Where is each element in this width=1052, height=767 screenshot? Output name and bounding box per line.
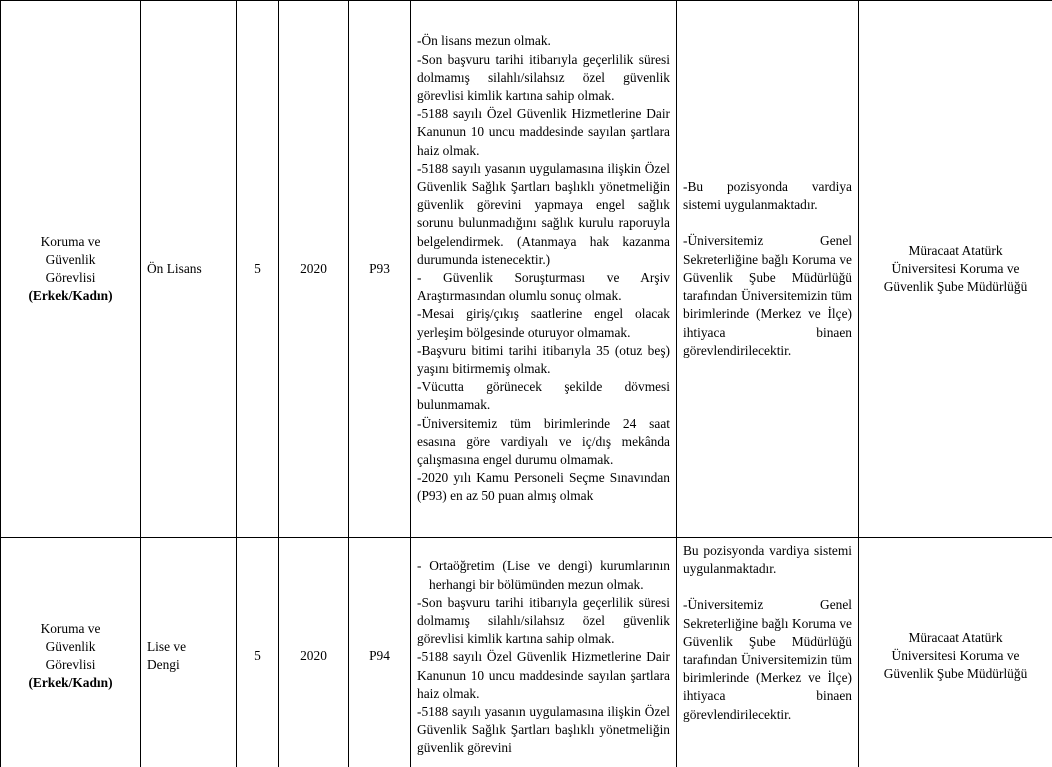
score-type-cell: P93 bbox=[349, 1, 411, 538]
requirements-cell bbox=[411, 1, 677, 538]
position-line: Görevlisi bbox=[45, 270, 96, 285]
notes-cell bbox=[677, 538, 859, 767]
requirement-item: -Son başvuru tarihi itibarıyla geçerlilik süresi dolmamış silahlı/silahsız özel güvenlik görevlisi kimlik kartına sahip olmak. bbox=[417, 594, 670, 647]
application-line: Üniversitesi Koruma ve bbox=[891, 260, 1020, 276]
gender-label: (Erkek/Kadın) bbox=[28, 675, 113, 691]
requirement-item: -Başvuru bitimi tarihi itibarıyla 35 (otuz beş) yaşını bitirmemiş olmak. bbox=[417, 342, 670, 377]
requirement-item: -Üniversitemiz tüm birimlerinde 24 saat esasına göre vardiyalı ve iç/dış mekânda çalışmasına engel durumu olmamak. bbox=[417, 415, 670, 468]
notes-cell bbox=[677, 1, 859, 538]
position-line: Koruma ve bbox=[40, 233, 101, 249]
table-row bbox=[1, 538, 1052, 767]
education-line: Dengi bbox=[147, 657, 180, 672]
requirement-item: -Ön lisans mezun olmak. bbox=[417, 33, 551, 49]
application-cell bbox=[859, 1, 1052, 538]
requirement-item: -5188 sayılı Özel Güvenlik Hizmetlerine Dair Kanunun 10 uncu maddesinde sayılan şartlara haiz olmak. bbox=[417, 649, 670, 701]
note-item: Bu pozisyonda vardiya sistemi uygulanmaktadır. bbox=[683, 543, 852, 577]
application-cell bbox=[859, 538, 1052, 767]
position-line: Koruma ve bbox=[40, 620, 101, 636]
requirement-item: -Mesai giriş/çıkış saatlerine engel olacak yerleşim bölgesinde oturuyor olmamak. bbox=[417, 306, 670, 340]
position-cell bbox=[1, 1, 141, 538]
requirement-item: -5188 sayılı yasanın uygulamasına ilişkin Özel Güvenlik Sağlık Şartları başlıklı yönetmeliğin güvenlik görevini yapmaya engel sağlık sorunu bulunmadığını sağlık kurulu raporuyla belgelendirmek. (Atanmaya hak kazanma durumunda istenecektir.) bbox=[417, 160, 670, 267]
year-cell: 2020 bbox=[279, 1, 349, 538]
application-line: Müracaat Atatürk bbox=[908, 629, 1003, 645]
requirement-item: -Vücutta görünecek şekilde dövmesi bulunmamak. bbox=[417, 379, 670, 413]
requirements-cell bbox=[411, 538, 677, 767]
note-item: -Üniversitemiz Genel Sekreterliğine bağlı Koruma ve Güvenlik Şube Müdürlüğü tarafından Üniversitemizin tüm birimlerinde (Merkez ve İlçe) ihtiyaca binaen görevlendirilecektir. bbox=[683, 597, 852, 722]
count-cell: 5 bbox=[237, 538, 279, 767]
note-item: -Bu pozisyonda vardiya sistemi uygulanmaktadır. bbox=[683, 179, 852, 213]
education-cell bbox=[141, 538, 237, 767]
requirement-item: -5188 sayılı yasanın uygulamasına ilişkin Özel Güvenlik Sağlık Şartları başlıklı yönetmeliğin güvenlik görevini bbox=[417, 704, 670, 756]
education-line: Lise ve bbox=[147, 638, 187, 654]
education-cell bbox=[141, 1, 237, 538]
position-line: Güvenlik bbox=[45, 251, 96, 267]
table-row bbox=[1, 1, 1052, 538]
position-cell bbox=[1, 538, 141, 767]
position-line: Güvenlik bbox=[45, 638, 96, 654]
application-line: Üniversitesi Koruma ve bbox=[891, 647, 1020, 663]
note-item: -Üniversitemiz Genel Sekreterliğine bağlı Koruma ve Güvenlik Şube Müdürlüğü tarafından Üniversitemizin tüm birimlerinde (Merkez ve İlçe) ihtiyaca binaen görevlendirilecektir. bbox=[683, 233, 852, 358]
position-line: Görevlisi bbox=[45, 657, 96, 672]
application-line: Güvenlik Şube Müdürlüğü bbox=[883, 279, 1028, 295]
count-cell: 5 bbox=[237, 1, 279, 538]
requirement-item: -2020 yılı Kamu Personeli Seçme Sınavından (P93) en az 50 puan almış olmak bbox=[417, 470, 670, 504]
requirement-item: -5188 sayılı Özel Güvenlik Hizmetlerine Dair Kanunun 10 uncu maddesinde sayılan şartlara haiz olmak. bbox=[417, 106, 670, 158]
year-cell: 2020 bbox=[279, 538, 349, 767]
requirement-item: - Ortaöğretim (Lise ve dengi) kurumlarının herhangi bir bölümünden mezun olmak. bbox=[417, 558, 670, 592]
score-type-cell: P94 bbox=[349, 538, 411, 767]
gender-label: (Erkek/Kadın) bbox=[28, 288, 113, 304]
requirement-item: -Son başvuru tarihi itibarıyla geçerlilik süresi dolmamış silahlı/silahsız özel güvenlik görevlisi kimlik kartına sahip olmak. bbox=[417, 51, 670, 103]
application-line: Güvenlik Şube Müdürlüğü bbox=[883, 666, 1028, 682]
requirement-item: - Güvenlik Soruşturması ve Arşiv Araştırmasından olumlu sonuç olmak. bbox=[417, 270, 670, 304]
application-line: Müracaat Atatürk bbox=[908, 242, 1003, 258]
education-line: Ön Lisans bbox=[147, 260, 202, 276]
